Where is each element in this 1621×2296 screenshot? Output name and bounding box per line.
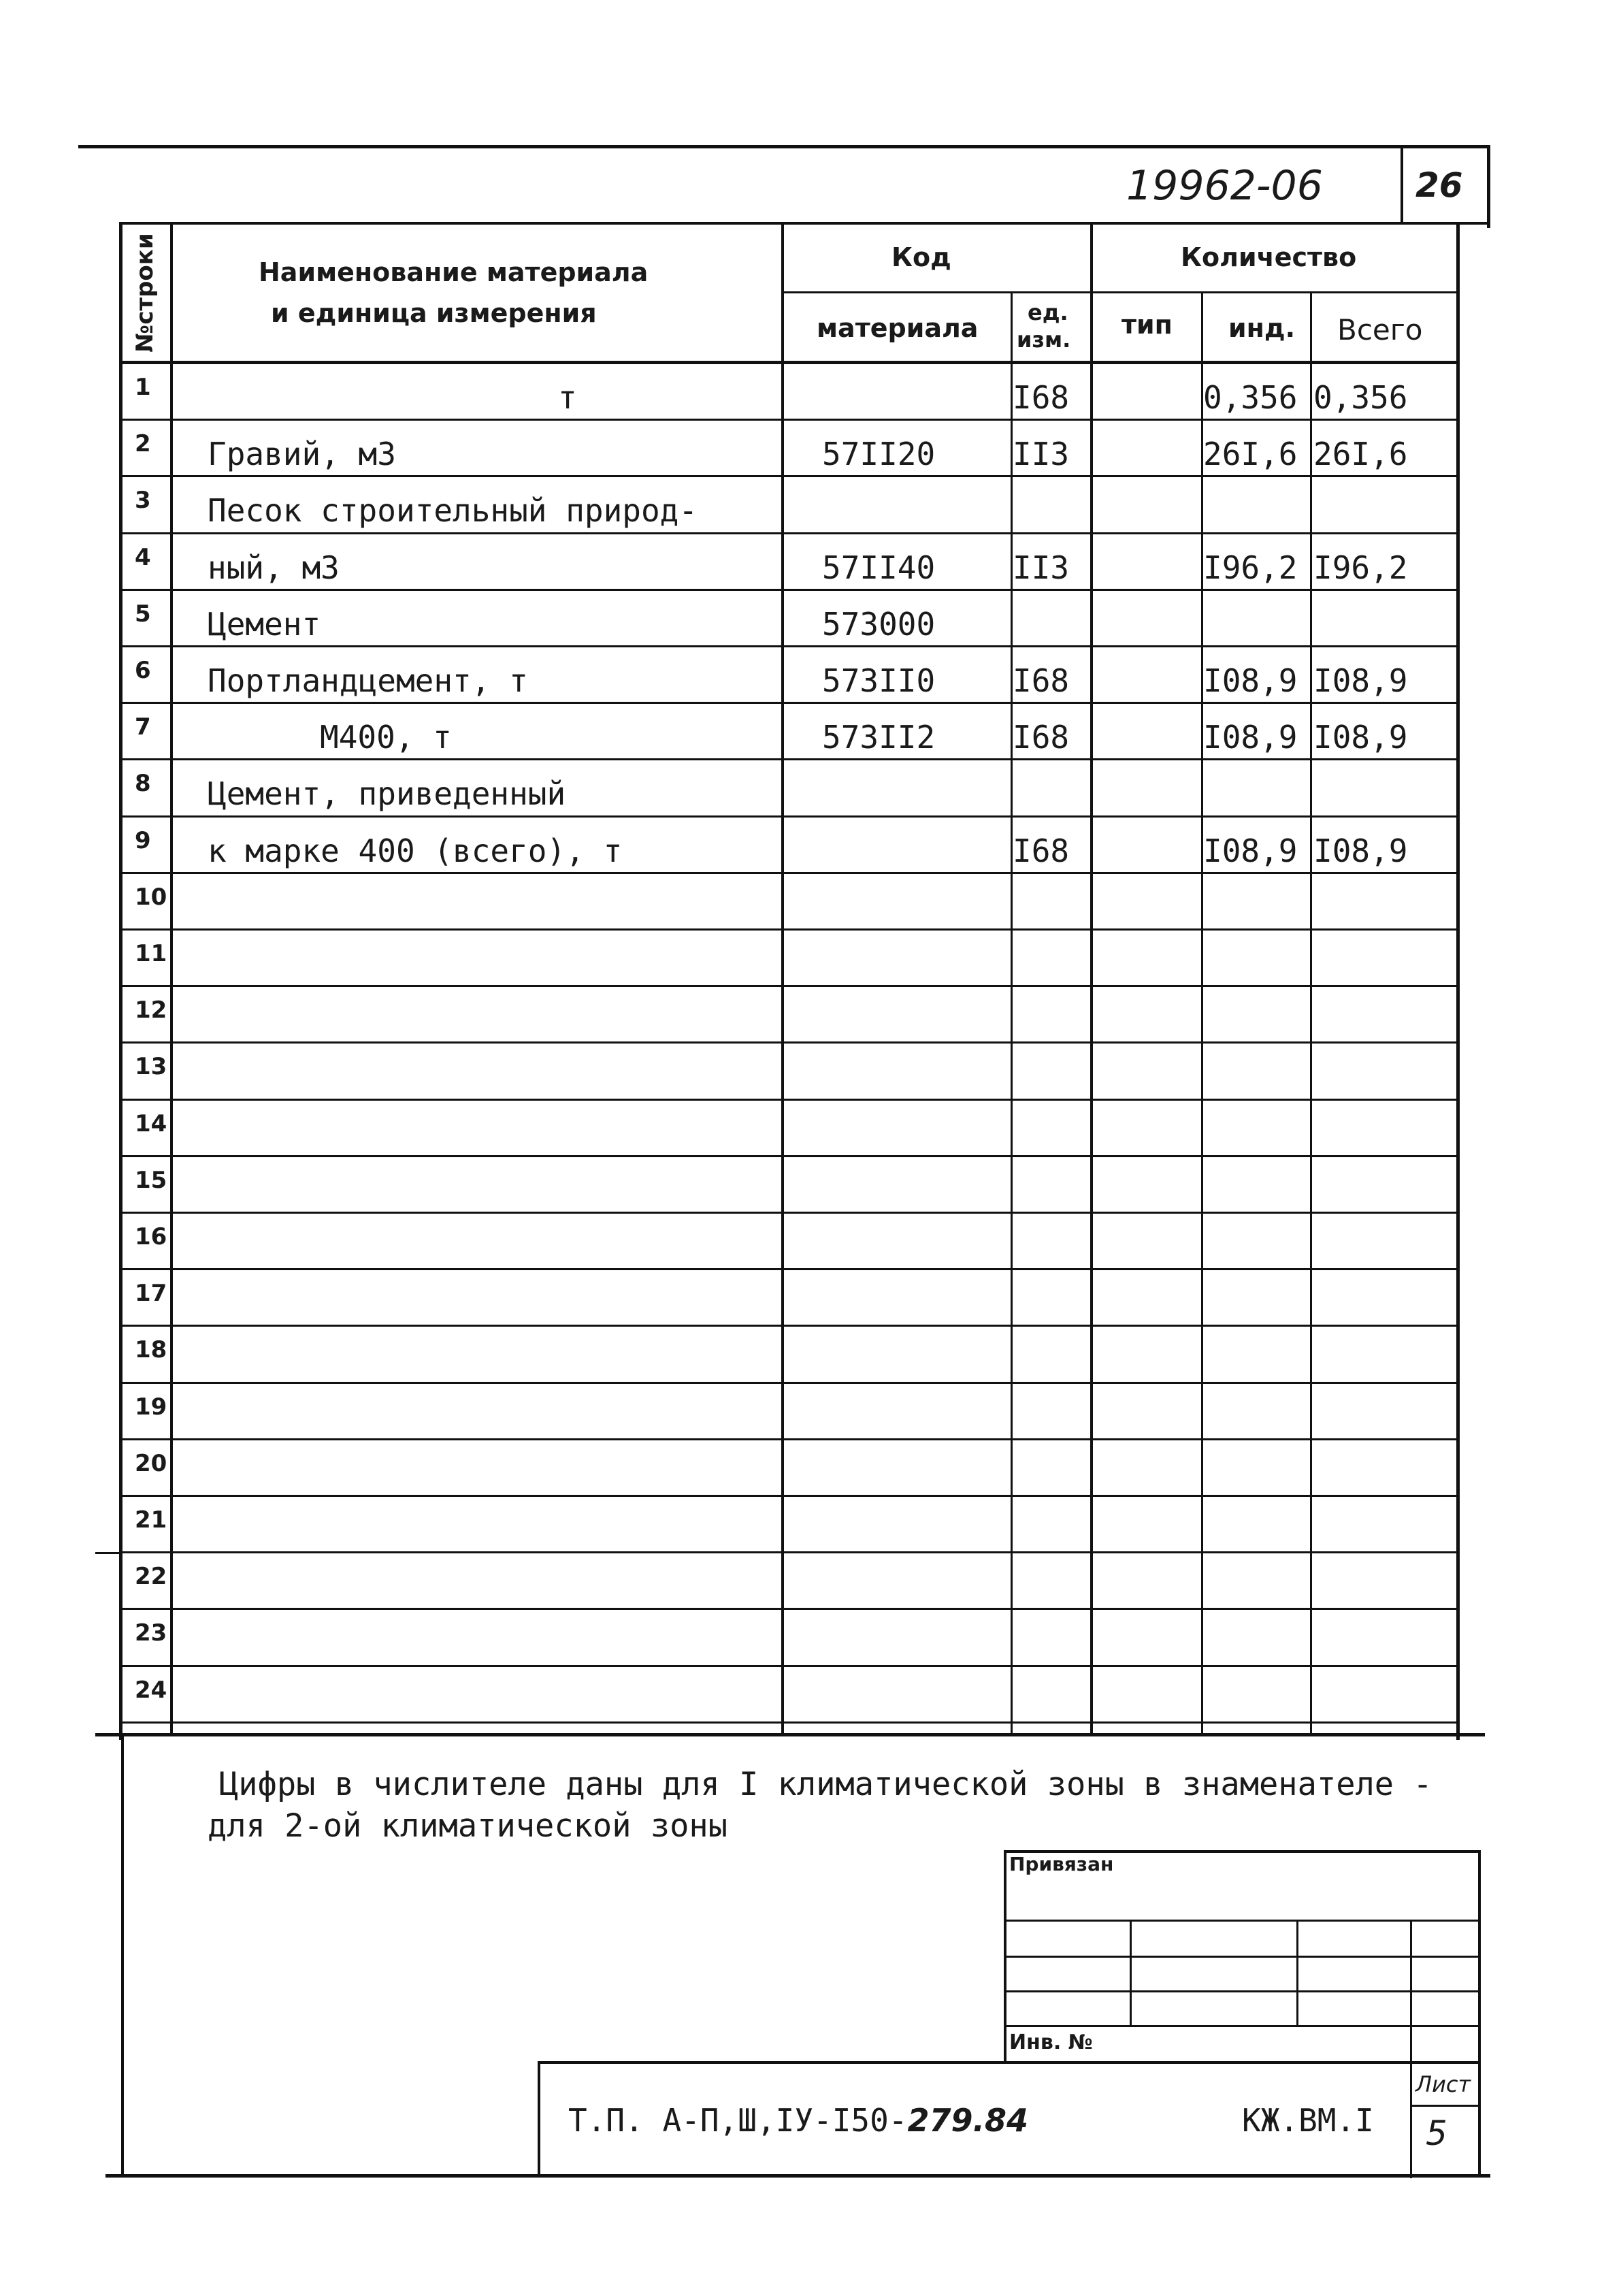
total-qty-cell: I08,9 (1313, 662, 1408, 699)
total-qty-cell: 26I,6 (1313, 436, 1408, 473)
material-name-header: Наименование материала (259, 257, 649, 287)
table-row (0, 1270, 1621, 1327)
unit-cell: I68 (1013, 379, 1070, 416)
row-number-cell: 10 (135, 883, 167, 911)
unit-cell: II3 (1013, 436, 1070, 473)
row-number-cell: 22 (135, 1563, 167, 1591)
material-code-header: материала (817, 313, 979, 343)
table-row (0, 1214, 1621, 1270)
table-row (0, 647, 1621, 704)
material-code-cell: 57II20 (822, 436, 936, 473)
row-number-cell: 13 (135, 1053, 167, 1081)
table-row (0, 1497, 1621, 1553)
table-row (0, 591, 1621, 647)
unit-header-line2: изм. (1017, 327, 1071, 353)
table-row (0, 760, 1621, 817)
sheet-label: Лист (1415, 2071, 1471, 2097)
table-row (0, 931, 1621, 987)
table-row (0, 1667, 1621, 1724)
sheet-number: 5 (1426, 2114, 1447, 2153)
unit-cell: I68 (1013, 719, 1070, 756)
table-row (0, 1101, 1621, 1157)
total-qty-cell: 0,356 (1313, 379, 1408, 416)
row-number-cell: 9 (135, 826, 151, 854)
sheet-corner-number: 26 (1415, 165, 1463, 205)
type-header: тип (1121, 310, 1173, 340)
table-row (0, 1327, 1621, 1383)
table-row (0, 1044, 1621, 1100)
code-header: Код (891, 242, 951, 272)
project-number (568, 2102, 1028, 2139)
material-name-cell: Песок строительный природ- (208, 492, 698, 530)
table-row (0, 987, 1621, 1044)
table-row (0, 818, 1621, 874)
climate-zone-note-line2: для 2-ой климатической зоны (208, 1807, 728, 1845)
row-number-cell: 6 (135, 657, 151, 684)
row-number-cell: 14 (135, 1110, 167, 1137)
table-row (0, 421, 1621, 477)
project-number-prefix: Т.П. А-П,Ш,IУ-I50- (568, 2102, 908, 2139)
drawing-mark: КЖ.ВМ.I (1242, 2102, 1374, 2139)
material-code-cell: 573000 (822, 605, 936, 643)
material-name-cell: Гравий, м3 (208, 436, 396, 473)
table-row (0, 1384, 1621, 1440)
individual-qty-cell: 26I,6 (1203, 436, 1298, 473)
material-name-cell: т (558, 379, 577, 416)
row-number-header: №строки (131, 233, 159, 353)
row-number-cell: 20 (135, 1449, 167, 1477)
row-number-cell: 24 (135, 1676, 167, 1704)
row-number-cell: 12 (135, 997, 167, 1024)
individual-qty-cell: I08,9 (1203, 719, 1298, 756)
material-name-cell: к марке 400 (всего), т (208, 832, 623, 869)
material-code-cell: 57II40 (822, 549, 936, 586)
table-row (0, 704, 1621, 760)
quantity-header: Количество (1181, 242, 1357, 272)
material-code-cell: 573II2 (822, 719, 936, 756)
row-number-cell: 5 (135, 600, 151, 628)
row-number-cell: 8 (135, 770, 151, 798)
row-number-cell: 2 (135, 430, 151, 458)
material-name-cell: Цемент, приведенный (208, 775, 566, 813)
table-row (0, 364, 1621, 421)
table-row (0, 1157, 1621, 1214)
total-qty-cell: I08,9 (1313, 832, 1408, 869)
material-name-cell: Портландцемент, т (208, 662, 528, 699)
table-row (0, 874, 1621, 931)
individual-qty-cell: I08,9 (1203, 662, 1298, 699)
material-name-cell: М400, т (320, 719, 452, 756)
individual-qty-cell: I96,2 (1203, 549, 1298, 586)
material-code-cell: 573II0 (822, 662, 936, 699)
material-name-cell: ный, м3 (208, 549, 340, 586)
individual-qty-cell: I08,9 (1203, 832, 1298, 869)
row-number-cell: 11 (135, 940, 167, 967)
document-code: 19962-06 (1126, 162, 1323, 210)
table-row (0, 534, 1621, 591)
row-number-cell: 18 (135, 1336, 167, 1364)
unit-cell: I68 (1013, 662, 1070, 699)
climate-zone-note-line1: Цифры в числителе даны для I климатической зоны в знаменателе - (219, 1766, 1432, 1803)
row-number-cell: 19 (135, 1393, 167, 1421)
unit-cell: II3 (1013, 549, 1070, 586)
row-number-cell: 21 (135, 1506, 167, 1534)
row-number-cell: 1 (135, 374, 151, 401)
total-qty-cell: I08,9 (1313, 719, 1408, 756)
unit-of-measure-header: и единица измерения (271, 298, 597, 328)
individual-header: инд. (1228, 313, 1296, 343)
project-number-suffix: 279.84 (907, 2102, 1029, 2139)
row-number-cell: 4 (135, 543, 151, 571)
row-number-cell: 17 (135, 1280, 167, 1308)
table-row (0, 1610, 1621, 1666)
row-number-cell: 15 (135, 1166, 167, 1194)
table-row (0, 1553, 1621, 1610)
inventory-number-label: Инв. № (1009, 2031, 1093, 2054)
individual-qty-cell: 0,356 (1203, 379, 1298, 416)
unit-cell: I68 (1013, 832, 1070, 869)
bound-label: Привязан (1009, 1853, 1114, 1875)
row-number-cell: 16 (135, 1223, 167, 1250)
row-number-cell: 23 (135, 1619, 167, 1647)
total-qty-cell: I96,2 (1313, 549, 1408, 586)
row-number-cell: 3 (135, 487, 151, 515)
row-number-cell: 7 (135, 713, 151, 741)
table-row (0, 477, 1621, 534)
total-header: Всего (1337, 313, 1423, 346)
unit-header-line1: ед. (1028, 300, 1068, 325)
table-row (0, 1440, 1621, 1497)
material-name-cell: Цемент (208, 605, 321, 643)
